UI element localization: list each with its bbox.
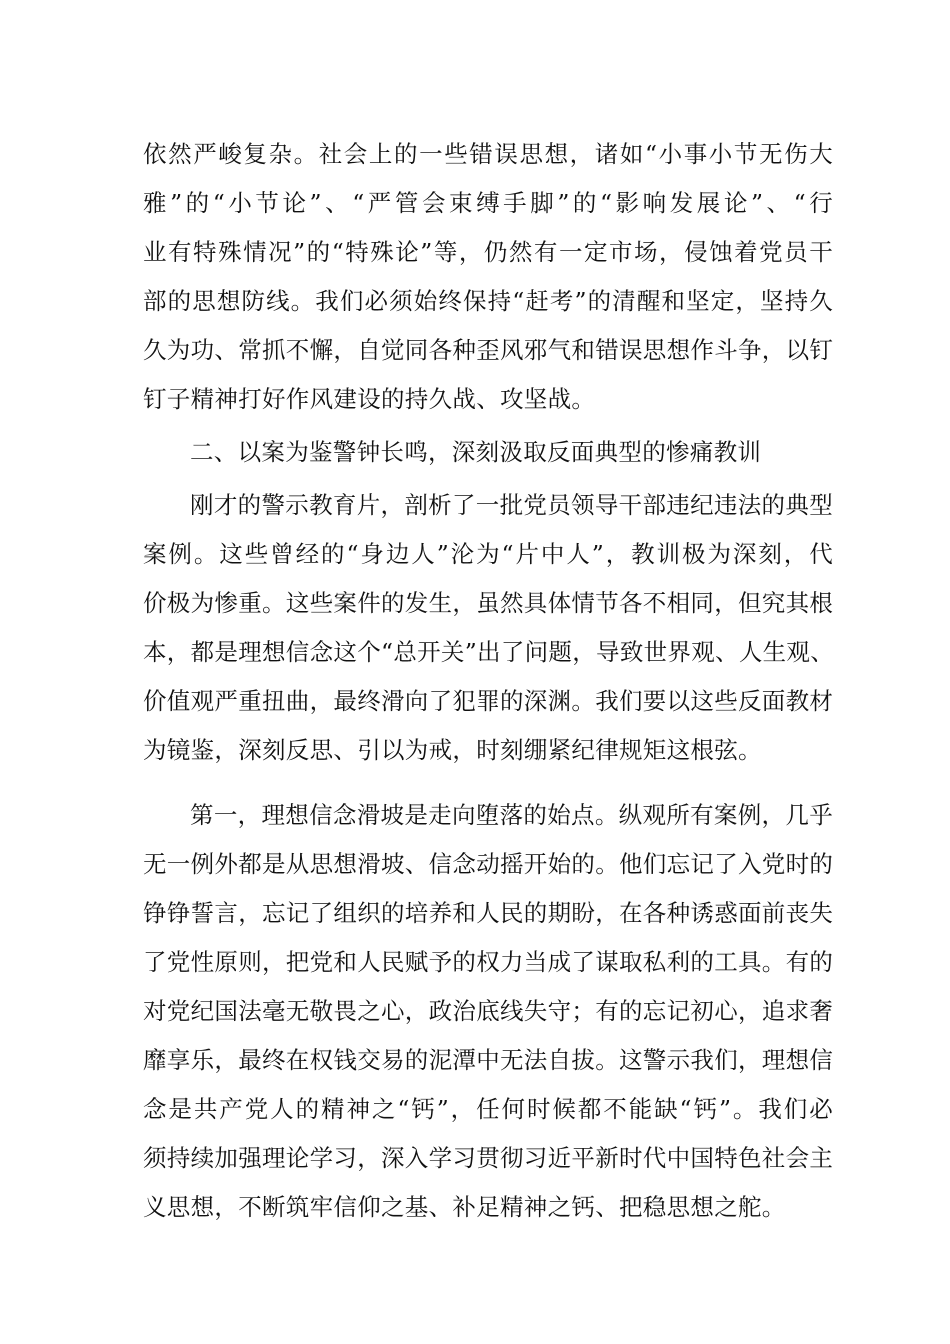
- text-line: 须持续加强理论学习，深入学习贯彻习近平新时代中国特色社会主: [143, 1144, 834, 1172]
- body-text: [143, 130, 833, 1232]
- text-line: 了党性原则，把党和人民赋予的权力当成了谋取私利的工具。有的: [143, 948, 834, 976]
- section-heading: 二、以案为鉴警钟长鸣，深刻汲取反面典型的惨痛教训: [190, 438, 762, 466]
- text-line: 案例。这些曾经的“身边人”沦为“片中人”，教训极为深刻，代: [143, 540, 833, 568]
- paragraph-first-point: [143, 791, 833, 1232]
- text-line: 雅”的“小节论”、“严管会束缚手脚”的“影响发展论”、“行: [143, 189, 833, 217]
- text-line: 念是共产党人的精神之“钙”，任何时候都不能缺“钙”。我们必: [143, 1095, 833, 1123]
- text-line: 第一，理想信念滑坡是走向堕落的始点。纵观所有案例，几乎: [190, 801, 833, 829]
- text-line: 业有特殊情况”的“特殊论”等，仍然有一定市场，侵蚀着党员干: [143, 238, 833, 266]
- text-line: 刚才的警示教育片，剖析了一批党员领导干部违纪违法的典型: [190, 491, 833, 519]
- text-line: 为镜鉴，深刻反思、引以为戒，时刻绷紧纪律规矩这根弦。: [143, 736, 762, 764]
- text-line: 无一例外都是从思想滑坡、信念动摇开始的。他们忘记了入党时的: [143, 850, 834, 878]
- text-line: 靡享乐，最终在权钱交易的泥潭中无法自拔。这警示我们，理想信: [143, 1046, 834, 1074]
- text-line: 价值观严重扭曲，最终滑向了犯罪的深渊。我们要以这些反面教材: [143, 687, 834, 715]
- text-line: 本，都是理想信念这个“总开关”出了问题，导致世界观、人生观、: [143, 638, 835, 666]
- text-line: 价极为惨重。这些案件的发生，虽然具体情节各不相同，但究其根: [143, 589, 834, 617]
- text-line: 部的思想防线。我们必须始终保持“赶考”的清醒和坚定，坚持久: [143, 287, 833, 315]
- text-line: 久为功、常抓不懈，自觉同各种歪风邪气和错误思想作斗争，以钉: [143, 336, 834, 364]
- text-line: 义思想，不断筑牢信仰之基、补足精神之钙、把稳思想之舵。: [143, 1193, 786, 1221]
- text-line: 铮铮誓言，忘记了组织的培养和人民的期盼，在各种诱惑面前丧失: [143, 899, 834, 927]
- paragraph-case-study: [143, 481, 833, 775]
- paragraph-continuation: [143, 130, 833, 424]
- text-line: 依然严峻复杂。社会上的一些错误思想，诸如“小事小节无伤大: [143, 140, 833, 168]
- text-line: 钉子精神打好作风建设的持久战、攻坚战。: [143, 385, 596, 413]
- text-line: 对党纪国法毫无敬畏之心，政治底线失守；有的忘记初心，追求奢: [143, 997, 834, 1025]
